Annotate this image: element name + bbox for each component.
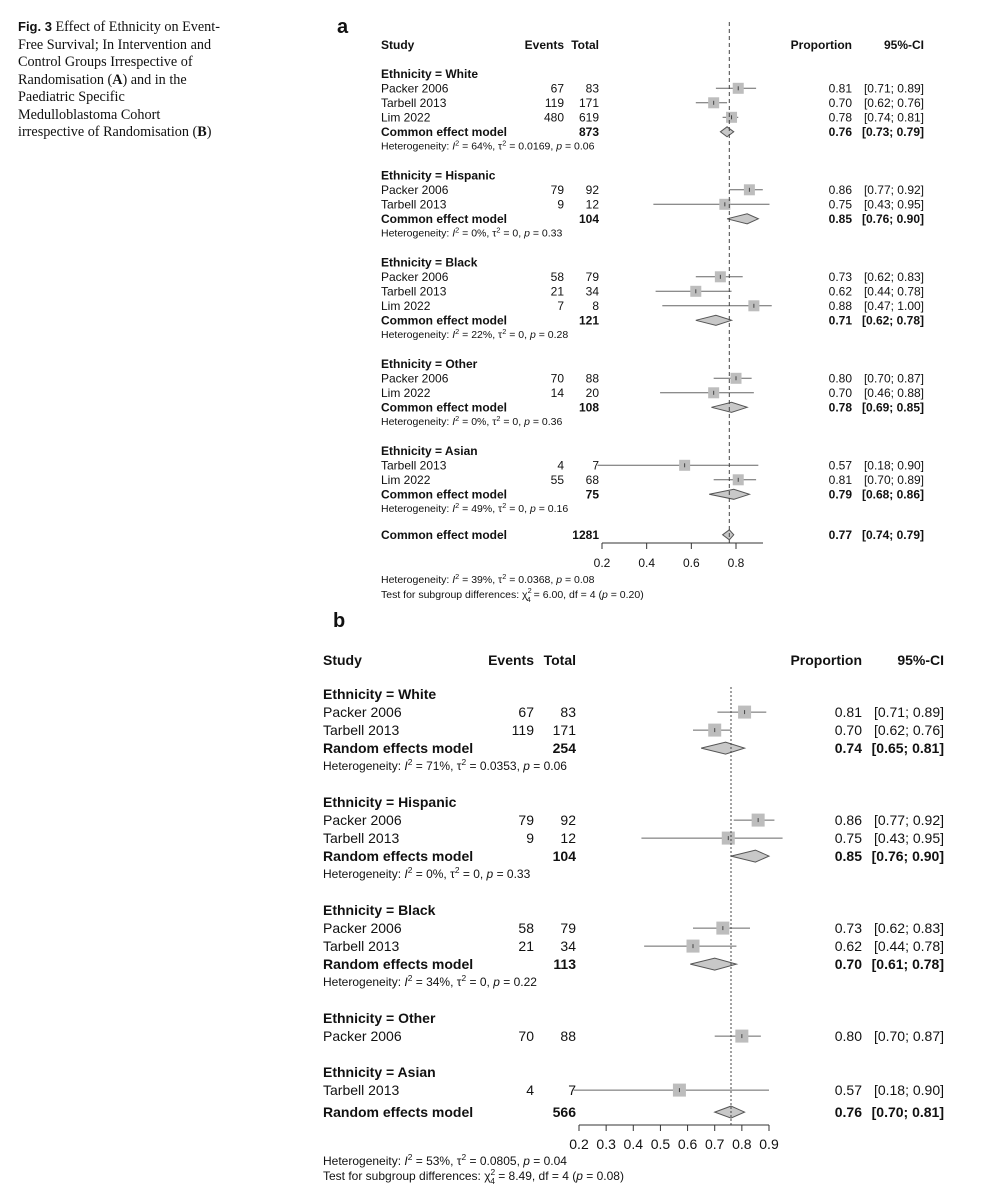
summary-diamond — [715, 1106, 745, 1118]
header-study: Study — [323, 652, 362, 668]
study-events: 79 — [518, 812, 534, 828]
header-events: Events — [524, 38, 564, 52]
subgroup-heterogeneity: Heterogeneity: $I^2 = 0\%$, $\tau^2 = 0$, p = 0.33 — [323, 865, 531, 881]
study-proportion: 0.88 — [828, 299, 852, 313]
study-events: 480 — [543, 110, 564, 125]
subgroup-test: Test for subgroup differences: $\chi^2$ 4 = 6.00, df = 4 (p = 0.20) — [381, 586, 644, 604]
x-tick-label: 0.6 — [682, 556, 700, 570]
summary-total: 108 — [578, 400, 599, 415]
study-proportion: 0.57 — [828, 458, 852, 473]
study-ci: [0.46; 0.88] — [863, 386, 924, 400]
study-ci: [0.77; 0.92] — [863, 183, 924, 197]
panel-label: b — [333, 610, 346, 632]
study-total: 619 — [578, 110, 599, 125]
summary-diamond — [727, 214, 758, 224]
study-events: 58 — [550, 270, 564, 284]
summary-diamond — [690, 958, 736, 970]
subgroup-heterogeneity: Heterogeneity: $I^2 = 0\%$, $\tau^2 = 0$, p = 0.36 — [381, 413, 563, 428]
x-tick-label: 0.5 — [650, 1136, 671, 1152]
study-ci: [0.77; 0.92] — [873, 812, 944, 828]
subgroup-test: Test for subgroup differences: $\chi^2$ 4 = 8.49, df = 4 (p = 0.08) — [323, 1167, 624, 1186]
subgroup-heterogeneity: Heterogeneity: $I^2 = 64\%$, $\tau^2 = 0.0169$, p = 0.06 — [381, 138, 595, 153]
study-proportion: 0.73 — [828, 270, 852, 284]
study-proportion: 0.86 — [834, 812, 862, 828]
header-proportion: Proportion — [790, 652, 862, 668]
summary-proportion: 0.76 — [828, 125, 852, 139]
header-ci: 95%-CI — [883, 38, 924, 52]
study-name: Packer 2006 — [323, 920, 402, 936]
study-name: Packer 2006 — [381, 270, 449, 284]
study-name: Lim 2022 — [381, 299, 431, 313]
panel-label: a — [337, 16, 349, 38]
study-events: 4 — [557, 458, 564, 473]
subgroup-title: Ethnicity = White — [323, 686, 437, 702]
study-ci: [0.47; 1.00] — [863, 299, 924, 313]
study-events: 14 — [550, 386, 564, 400]
study-name: Packer 2006 — [323, 812, 402, 828]
study-events: 70 — [518, 1028, 534, 1044]
summary-diamond — [731, 850, 769, 862]
summary-ci: [0.65; 0.81] — [871, 740, 944, 756]
subgroup-title: Ethnicity = White — [381, 67, 479, 81]
study-events: 67 — [518, 704, 534, 720]
study-total: 20 — [585, 386, 599, 400]
header-study: Study — [381, 38, 415, 52]
study-events: 79 — [550, 183, 564, 197]
x-tick-label: 0.3 — [596, 1136, 616, 1152]
summary-ci: [0.76; 0.90] — [861, 212, 924, 226]
study-events: 7 — [557, 299, 564, 313]
summary-label: Random effects model — [323, 740, 474, 756]
summary-total: 121 — [578, 313, 599, 328]
study-total: 7 — [592, 458, 599, 473]
summary-label: Random effects model — [323, 1104, 474, 1120]
study-total: 83 — [560, 704, 576, 720]
x-tick-label: 0.2 — [569, 1136, 589, 1152]
study-name: Lim 2022 — [381, 110, 431, 125]
caption-text-3: ) — [206, 124, 212, 140]
summary-ci: [0.70; 0.81] — [871, 1104, 944, 1120]
header-proportion: Proportion — [790, 38, 852, 52]
summary-total: 104 — [578, 212, 599, 226]
study-events: 21 — [518, 938, 534, 954]
summary-label: Random effects model — [323, 956, 474, 972]
subgroup-title: Ethnicity = Other — [381, 357, 478, 371]
caption-label-a: A — [112, 71, 123, 88]
study-ci: [0.62; 0.83] — [873, 920, 944, 936]
study-ci: [0.43; 0.95] — [863, 197, 924, 212]
study-events: 67 — [550, 81, 564, 96]
study-name: Tarbell 2013 — [381, 96, 447, 110]
subgroup-title: Ethnicity = Hispanic — [381, 168, 496, 183]
overall-heterogeneity: Heterogeneity: $I^2 = 39\%$, $\tau^2 = 0.0368$, p = 0.08 — [381, 571, 595, 586]
study-proportion: 0.57 — [834, 1082, 862, 1098]
summary-label: Common effect model — [381, 528, 508, 542]
study-total: 34 — [585, 284, 599, 299]
summary-proportion: 0.78 — [828, 400, 852, 415]
subgroup-heterogeneity: Heterogeneity: $I^2 = 22\%$, $\tau^2 = 0$, p = 0.28 — [381, 326, 569, 341]
summary-ci: [0.73; 0.79] — [861, 125, 924, 139]
caption-text-2: ) and in the Paediatric Specific Medulloblastoma Cohort irrespective of Randomisation ( — [18, 71, 198, 140]
subgroup-heterogeneity: Heterogeneity: $I^2 = 0\%$, $\tau^2 = 0$, p = 0.33 — [381, 225, 563, 240]
study-proportion: 0.78 — [828, 110, 852, 125]
study-events: 9 — [557, 197, 564, 212]
subgroup-heterogeneity: Heterogeneity: $I^2 = 71\%$, $\tau^2 = 0.0353$, p = 0.06 — [323, 757, 567, 773]
caption-label-b: B — [197, 124, 207, 140]
summary-label: Common effect model — [381, 313, 508, 328]
study-total: 12 — [560, 830, 576, 846]
summary-total: 104 — [552, 848, 576, 864]
study-ci: [0.18; 0.90] — [873, 1082, 944, 1098]
subgroup-heterogeneity: Heterogeneity: $I^2 = 49\%$, $\tau^2 = 0$, p = 0.16 — [381, 500, 569, 515]
summary-label: Common effect model — [381, 212, 508, 226]
study-name: Tarbell 2013 — [323, 1082, 400, 1098]
summary-diamond — [723, 530, 734, 540]
x-tick-label: 0.8 — [732, 1136, 752, 1152]
study-name: Tarbell 2013 — [323, 938, 400, 954]
study-events: 119 — [544, 96, 564, 110]
study-name: Tarbell 2013 — [323, 830, 400, 846]
study-ci: [0.70; 0.87] — [873, 1028, 944, 1044]
study-events: 58 — [518, 920, 534, 936]
header-ci: 95%-CI — [897, 652, 944, 668]
study-ci: [0.74; 0.81] — [863, 110, 924, 125]
study-events: 55 — [550, 473, 564, 487]
summary-total: 566 — [552, 1104, 576, 1120]
summary-label: Common effect model — [381, 400, 508, 415]
summary-total: 113 — [553, 956, 576, 972]
study-name: Packer 2006 — [381, 371, 449, 386]
study-total: 68 — [585, 473, 599, 487]
study-proportion: 0.80 — [828, 371, 852, 386]
subgroup-heterogeneity: Heterogeneity: $I^2 = 34\%$, $\tau^2 = 0$, p = 0.22 — [323, 973, 537, 989]
study-proportion: 0.75 — [834, 830, 862, 846]
study-total: 171 — [578, 96, 599, 110]
study-ci: [0.62; 0.76] — [873, 722, 944, 738]
figure-label: Fig. 3 — [18, 19, 52, 34]
summary-proportion: 0.74 — [834, 740, 862, 756]
summary-diamond — [701, 742, 744, 754]
summary-label: Common effect model — [381, 487, 508, 502]
study-ci: [0.44; 0.78] — [863, 284, 924, 299]
study-ci: [0.71; 0.89] — [873, 704, 944, 720]
summary-ci: [0.61; 0.78] — [871, 956, 944, 972]
header-total: Total — [543, 652, 576, 668]
study-name: Packer 2006 — [323, 1028, 402, 1044]
x-tick-label: 0.8 — [727, 556, 745, 570]
caption-text-1: Effect of Ethnicity on Event-Free Survival; In Intervention and Control Groups Irrespective of Randomisation ( — [18, 19, 220, 88]
x-tick-label: 0.6 — [677, 1136, 698, 1152]
summary-ci: [0.76; 0.90] — [871, 848, 944, 864]
summary-total: 1281 — [572, 528, 599, 542]
study-total: 7 — [568, 1082, 576, 1098]
study-proportion: 0.62 — [834, 938, 862, 954]
summary-diamond — [696, 315, 732, 325]
study-total: 8 — [592, 299, 599, 313]
study-ci: [0.44; 0.78] — [873, 938, 944, 954]
header-events: Events — [488, 652, 534, 668]
study-proportion: 0.81 — [828, 81, 852, 96]
study-proportion: 0.86 — [828, 183, 852, 197]
study-proportion: 0.81 — [828, 473, 852, 487]
study-proportion: 0.81 — [834, 704, 862, 720]
study-name: Packer 2006 — [381, 183, 449, 197]
study-ci: [0.62; 0.76] — [863, 96, 924, 110]
study-events: 119 — [511, 722, 534, 738]
study-total: 34 — [560, 938, 576, 954]
study-proportion: 0.75 — [828, 197, 852, 212]
study-name: Lim 2022 — [381, 473, 431, 487]
summary-ci: [0.68; 0.86] — [861, 487, 924, 502]
study-total: 83 — [585, 81, 599, 96]
study-name: Lim 2022 — [381, 386, 431, 400]
study-ci: [0.43; 0.95] — [873, 830, 944, 846]
summary-ci: [0.62; 0.78] — [861, 313, 924, 328]
summary-proportion: 0.77 — [828, 528, 852, 542]
study-events: 70 — [550, 371, 564, 386]
study-proportion: 0.80 — [834, 1028, 862, 1044]
study-ci: [0.71; 0.89] — [863, 81, 924, 96]
study-total: 88 — [560, 1028, 576, 1044]
summary-proportion: 0.85 — [834, 848, 862, 864]
subgroup-title: Ethnicity = Black — [323, 902, 436, 918]
study-total: 79 — [560, 920, 576, 936]
study-ci: [0.62; 0.83] — [863, 270, 924, 284]
study-events: 21 — [550, 284, 564, 299]
overall-heterogeneity: Heterogeneity: $I^2 = 53\%$, $\tau^2 = 0.0805$, p = 0.04 — [323, 1152, 567, 1168]
study-total: 12 — [585, 197, 599, 212]
summary-ci: [0.74; 0.79] — [861, 528, 924, 542]
study-events: 9 — [526, 830, 534, 846]
study-name: Tarbell 2013 — [381, 458, 447, 473]
subgroup-title: Ethnicity = Black — [381, 255, 478, 270]
study-name: Packer 2006 — [381, 81, 449, 96]
study-proportion: 0.70 — [834, 722, 862, 738]
summary-proportion: 0.85 — [828, 212, 852, 226]
subgroup-title: Ethnicity = Asian — [323, 1064, 436, 1080]
study-total: 88 — [585, 371, 599, 386]
summary-proportion: 0.76 — [834, 1104, 862, 1120]
summary-label: Random effects model — [323, 848, 474, 864]
study-events: 4 — [526, 1082, 534, 1098]
summary-total: 254 — [552, 740, 576, 756]
study-proportion: 0.70 — [828, 386, 852, 400]
summary-total: 873 — [578, 125, 599, 139]
study-proportion: 0.73 — [834, 920, 862, 936]
x-tick-label: 0.7 — [704, 1136, 725, 1152]
study-name: Packer 2006 — [323, 704, 402, 720]
study-ci: [0.70; 0.87] — [863, 371, 924, 386]
summary-total: 75 — [585, 487, 599, 502]
study-name: Tarbell 2013 — [323, 722, 400, 738]
summary-ci: [0.69; 0.85] — [861, 400, 924, 415]
study-total: 79 — [585, 270, 599, 284]
study-proportion: 0.70 — [828, 96, 852, 110]
summary-diamond — [720, 127, 733, 137]
study-total: 92 — [560, 812, 576, 828]
subgroup-title: Ethnicity = Hispanic — [323, 794, 457, 810]
x-tick-label: 0.9 — [759, 1136, 779, 1152]
summary-proportion: 0.70 — [834, 956, 862, 972]
x-tick-label: 0.2 — [593, 556, 611, 570]
summary-label: Common effect model — [381, 125, 508, 139]
summary-proportion: 0.71 — [828, 313, 852, 328]
subgroup-title: Ethnicity = Other — [323, 1010, 436, 1026]
x-tick-label: 0.4 — [638, 556, 656, 570]
study-ci: [0.18; 0.90] — [863, 458, 924, 473]
study-ci: [0.70; 0.89] — [863, 473, 924, 487]
x-tick-label: 0.4 — [623, 1136, 644, 1152]
study-total: 92 — [585, 183, 599, 197]
study-total: 171 — [552, 722, 576, 738]
study-proportion: 0.62 — [828, 284, 852, 299]
summary-proportion: 0.79 — [828, 487, 852, 502]
header-total: Total — [571, 38, 599, 52]
subgroup-title: Ethnicity = Asian — [381, 444, 478, 458]
study-name: Tarbell 2013 — [381, 197, 447, 212]
study-name: Tarbell 2013 — [381, 284, 447, 299]
